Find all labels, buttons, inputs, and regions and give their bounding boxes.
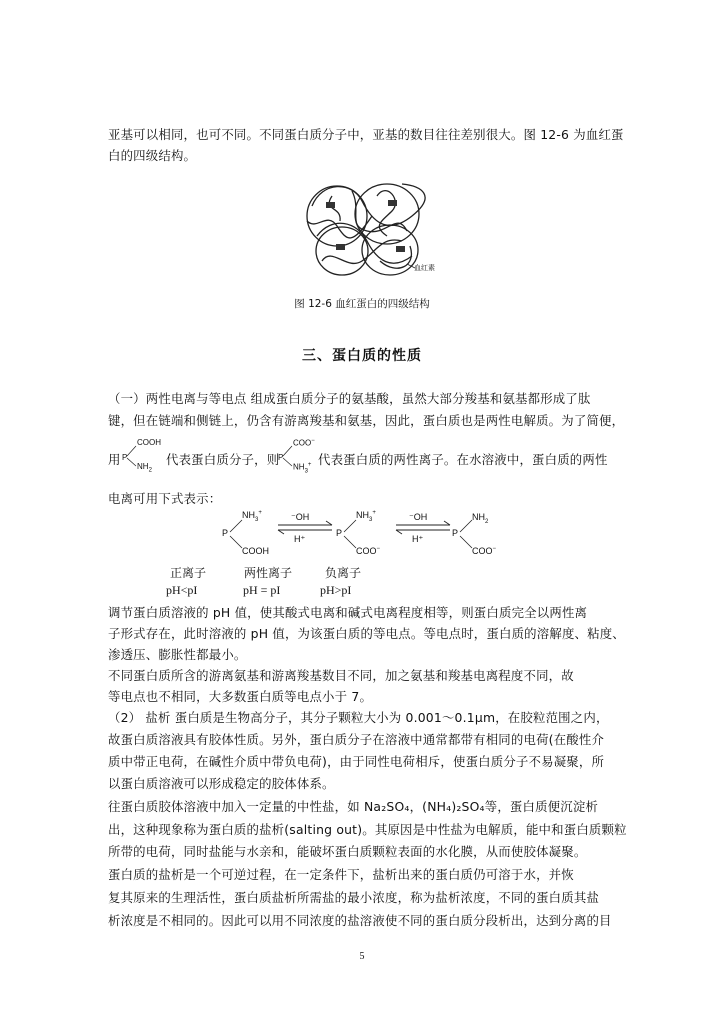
text-line: 亚基可以相同，也可不同。不同蛋白质分子中，亚基的数目往往差别很大。图 12-6 为血红蛋 — [108, 127, 624, 142]
inline-use: 用 — [108, 452, 121, 467]
text-line: 渗透压、膨胀性都最小。 — [108, 647, 247, 662]
page-number: 5 — [359, 951, 365, 962]
zwitterion-structure: P $NH_3^+$ COO− — [336, 510, 381, 556]
text-line: （2） 盐析 蛋白质是生物高分子，其分子颗粒大小为 0.001～0.1μm，在胶粒范围之内， — [108, 710, 609, 725]
text-line: 蛋白质的盐析是一个可逆过程，在一定条件下，盐析出来的蛋白质仍可溶于水，并恢 — [108, 867, 574, 882]
text-line: 等电点也不相同，大多数蛋白质等电点小于 7。 — [108, 689, 373, 704]
text-line: 往蛋白质胶体溶液中加入一定量的中性盐，如 Na₂SO₄，(NH₄)₂SO₄等，蛋白质便沉淀析 — [108, 799, 599, 814]
protein-molecule-symbol: P COOH $NH_2$ — [122, 438, 161, 474]
ph-greater-pi: pH>pI — [320, 583, 352, 597]
hemoglobin-illustration — [292, 176, 432, 286]
text-line: 故蛋白质溶液具有胶体性质。另外，蛋白质分子在溶液中通常都带有相同的电荷(在酸性介 — [108, 732, 605, 747]
hemoglobin-figure — [292, 176, 435, 286]
equilibrium-arrow-2: ⁻OH H⁺ — [394, 516, 452, 544]
label-cation: 正离子 — [170, 566, 207, 580]
text-line: 以蛋白质溶液可以形成稳定的胶体体系。 — [108, 776, 335, 791]
label-anion: 负离子 — [325, 566, 362, 580]
label-zwitterion: 两性离子 — [244, 566, 293, 580]
text-line: 出，这种现象称为蛋白质的盐析(salting out)。其原因是中性盐为电解质，能中和蛋白质颗粒 — [108, 822, 627, 837]
heme-label: 血红素 — [414, 264, 435, 272]
text-line: 析浓度是不相同的。因此可以用不同浓度的盐溶液使不同的蛋白质分段析出，达到分离的目 — [108, 913, 612, 928]
figure-caption: 图 12-6 血红蛋白的四级结构 — [294, 298, 430, 310]
inline-text-1: 代表蛋白质分子，则 — [166, 452, 280, 467]
text-line: 复其原来的生理活性，蛋白质盐析所需盐的最小浓度，称为盐析浓度，不同的蛋白质其盐 — [108, 890, 600, 905]
text-line: 不同蛋白质所含的游离氨基和游离羧基数目不同，加之氨基和羧基电离程度不同，故 — [108, 668, 574, 683]
text-line: 所带的电荷，同时盐能与水亲和，能破坏蛋白质颗粒表面的水化膜，从而使胶体凝聚。 — [108, 844, 587, 859]
text-line: 电离可用下式表示： — [108, 491, 222, 506]
ph-less-pi: pH<pI — [166, 583, 198, 597]
cation-structure: P $NH_3^+$ COOH — [222, 510, 269, 556]
text-line: 白的四级结构。 — [108, 148, 197, 163]
section-heading: 三、蛋白质的性质 — [302, 348, 422, 364]
ph-equal-pi: pH = pI — [243, 583, 281, 597]
text-line: 质中带正电荷，在碱性介质中带负电荷)，由于同性电荷相斥，使蛋白质分子不易凝聚，所 — [108, 754, 605, 769]
text-line: （一）两性电离与等电点 组成蛋白质分子的氨基酸，虽然大部分羧基和氨基都形成了肽 — [108, 391, 591, 406]
inline-text-2: 代表蛋白质的两性离子。在水溶液中，蛋白质的两性 — [318, 452, 608, 467]
zwitterion-symbol: P COO− $NH_3^+$ — [278, 438, 315, 475]
text-line: 子形式存在，此时溶液的 pH 值，为该蛋白质的等电点。等电点时，蛋白质的溶解度、粘度、 — [108, 626, 625, 641]
equilibrium-arrow-1: ⁻OH H⁺ — [276, 516, 334, 544]
anion-structure: P $NH_2$ COO− — [452, 512, 497, 556]
text-line: 键，但在链端和侧链上，仍含有游离羧基和氨基，因此，蛋白质也是两性电解质。为了简便， — [108, 413, 625, 428]
text-line: 调节蛋白质溶液的 pH 值，使其酸式电离和碱式电离程度相等，则蛋白质完全以两性离 — [108, 605, 588, 620]
